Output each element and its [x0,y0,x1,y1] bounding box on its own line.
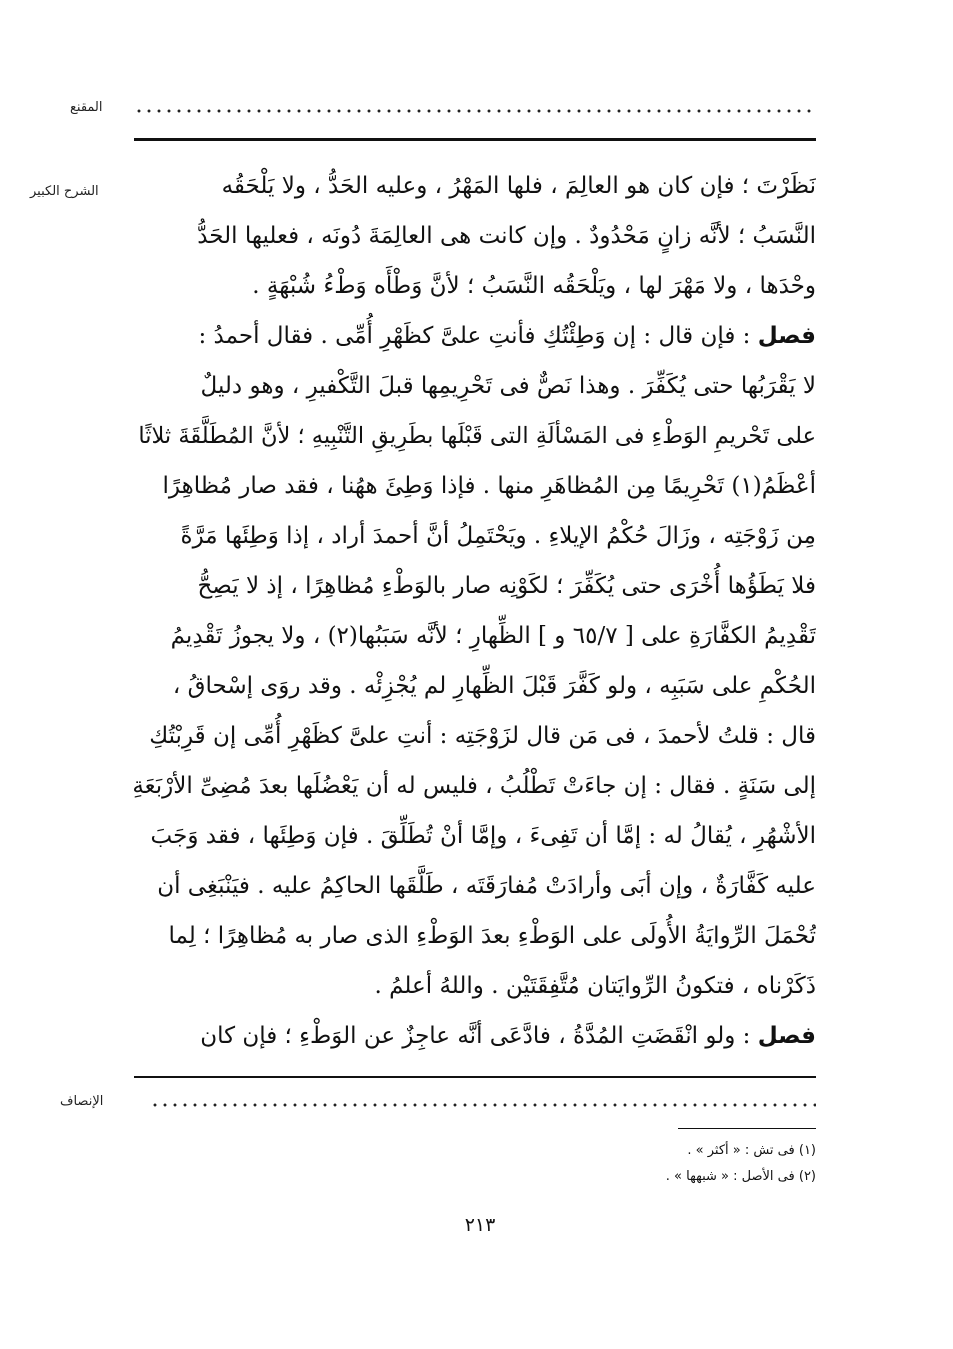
text-line-content: نَظَرْتَ ؛ فإن كان هو العالِمَ ، فلها المَهْرُ ، وعليه الحَدُّ ، ولا يَلْحَقُه [221,173,816,199]
text-line-content: أعْظَمُ(١) تَحْرِيمًا مِن المُظاهَرِ منها . فإذا وَطِئَ ههُنا ، فقد صار مُظاهِرًا [162,473,816,499]
text-line-content: فلا يَطَؤُها أُخْرَى حتى يُكَفِّرَ ؛ لكَوْنِه صار بالوَطْءِ مُظاهِرًا ، إذ لا يَصِحُّ [197,573,816,599]
text-line-content: وحْدَها ، ولا مَهْرَ لها ، ويَلْحَقُه النَّسَبُ ؛ لأنَّ وَطْأَه وَطْءُ شُبْهَةٍ . [252,273,816,299]
main-text-block [132,161,816,1061]
text-line [132,611,816,661]
main-bottom-rule [134,1076,816,1078]
text-line-content: الحُكْمِ على سَبَبِه ، ولو كَفَّرَ قَبْلَ الظِّهارِ لم يُجْزِئْه . وقد روَى إسْحاقُ ، [172,673,816,699]
header-dotted-rule [134,108,816,114]
footnote-separator [678,1128,816,1129]
text-line-content: ذَكَرْناه ، فتكونُ الرِّوايَتان مُتَّفِقَتَيْن . واللهُ أعلمُ . [374,973,816,999]
text-line-content: : فإن قال : إن وَطِئْتُكِ فأنتِ علىَّ كظَهْرِ أُمِّى . فقال أحمدُ : [198,323,751,349]
text-line [132,661,816,711]
running-title: المقنع [70,100,103,115]
header-solid-rule [134,138,816,141]
text-line [132,811,816,861]
footnote-2: (٢) فى الأصل : « شبهها » . [665,1169,816,1184]
insaf-dotted-rule [150,1102,816,1108]
text-line [132,511,816,561]
footnotes [500,1138,816,1190]
section-heading-fasl: فصل [757,323,816,349]
text-line [132,911,816,961]
text-line [132,561,816,611]
page-number: ٢١٣ [464,1214,496,1236]
text-line [132,1011,816,1061]
text-line-content: عليه كَفَّارَةٌ ، وإن أبَى وأرادَتْ مُفارَقَتَه ، طَلَّقَها الحاكِمُ عليه . فيَنْبَغِى أن [157,873,816,899]
text-line-content: : ولو انْقَضَتِ المُدَّةُ ، فادَّعَى أنَّه عاجِزٌ عن الوَطْءِ ؛ فإن كان [200,1023,751,1049]
text-line-content: الأشْهُرِ ، يُقالُ له : إمَّا أن تَفِىءَ ، وإمَّا أنْ تُطَلِّقَ . فإن وَطِئَها ، فقد وَجَبَ [150,823,816,849]
text-line [132,311,816,361]
text-line-content: إلى سَنَةٍ . فقال : إن جاءَتْ تَطْلُبُ ، فليس له أن يَعْضُلَها بعدَ مُضِىِّ الأرْبَعَةِ [132,773,816,799]
text-line [132,961,816,1011]
text-line [132,461,816,511]
text-line [132,161,816,211]
text-line-content: لا يَقْرَبُها حتى يُكَفِّرَ . وهذا نَصٌّ فى تَحْرِيمِها قبلَ التَّكْفيرِ ، وهو دليلٌ [200,373,816,399]
text-line-content: النَّسَبُ ؛ لأنَّه زانٍ مَحْدُودٌ . وإن كانت هى العالِمَةَ دُونَه ، فعليها الحَدُّ [197,223,816,249]
side-label-insaf: الإنصاف [60,1094,104,1109]
side-label-sharh: الشرح الكبير [30,184,99,199]
footnote-1: (١) فى تش : « أكثر » . [687,1143,816,1158]
text-line-content: مِن زَوْجَتِه ، وزَالَ حُكْمُ الإيلاءِ . ويَحْتَمِلُ أنَّ أحمدَ أراد ، إذا وَطِئَها مَرَّةً [180,523,816,549]
text-line [132,861,816,911]
section-heading-fasl: فصل [757,1023,816,1049]
text-line [132,211,816,261]
text-line [132,261,816,311]
text-line-content: قال : قلتُ لأحمدَ ، فى مَن قال لزَوْجَتِه : أنتِ علىَّ كظَهْرِ أُمِّى إن قَرِبْتُكِ [149,723,816,749]
text-line [132,411,816,461]
text-line-content: على تَحْريمِ الوَطْءِ فى المَسْألَةِ التى قَبْلَها بطَرِيقِ التَّنْبِيهِ ؛ لأنَّ المُطَلَّقَةَ ثلاثًا [138,423,816,449]
text-line-content: تُحْمَلَ الرِّوايَةُ الأُولَى على الوَطْءِ بعدَ الوَطْءِ الذى صار به مُظاهِرًا ؛ لِما [168,923,816,949]
text-line [132,711,816,761]
text-line [132,361,816,411]
text-line-content: تَقْدِيمُ الكفَّارَةِ على [ ٦٥/٧ و ] الظِّهارِ ؛ لأنَّه سَبَبُها(٢) ، ولا يجوزُ تَقْدِيمُ [170,623,816,649]
text-line [132,761,816,811]
